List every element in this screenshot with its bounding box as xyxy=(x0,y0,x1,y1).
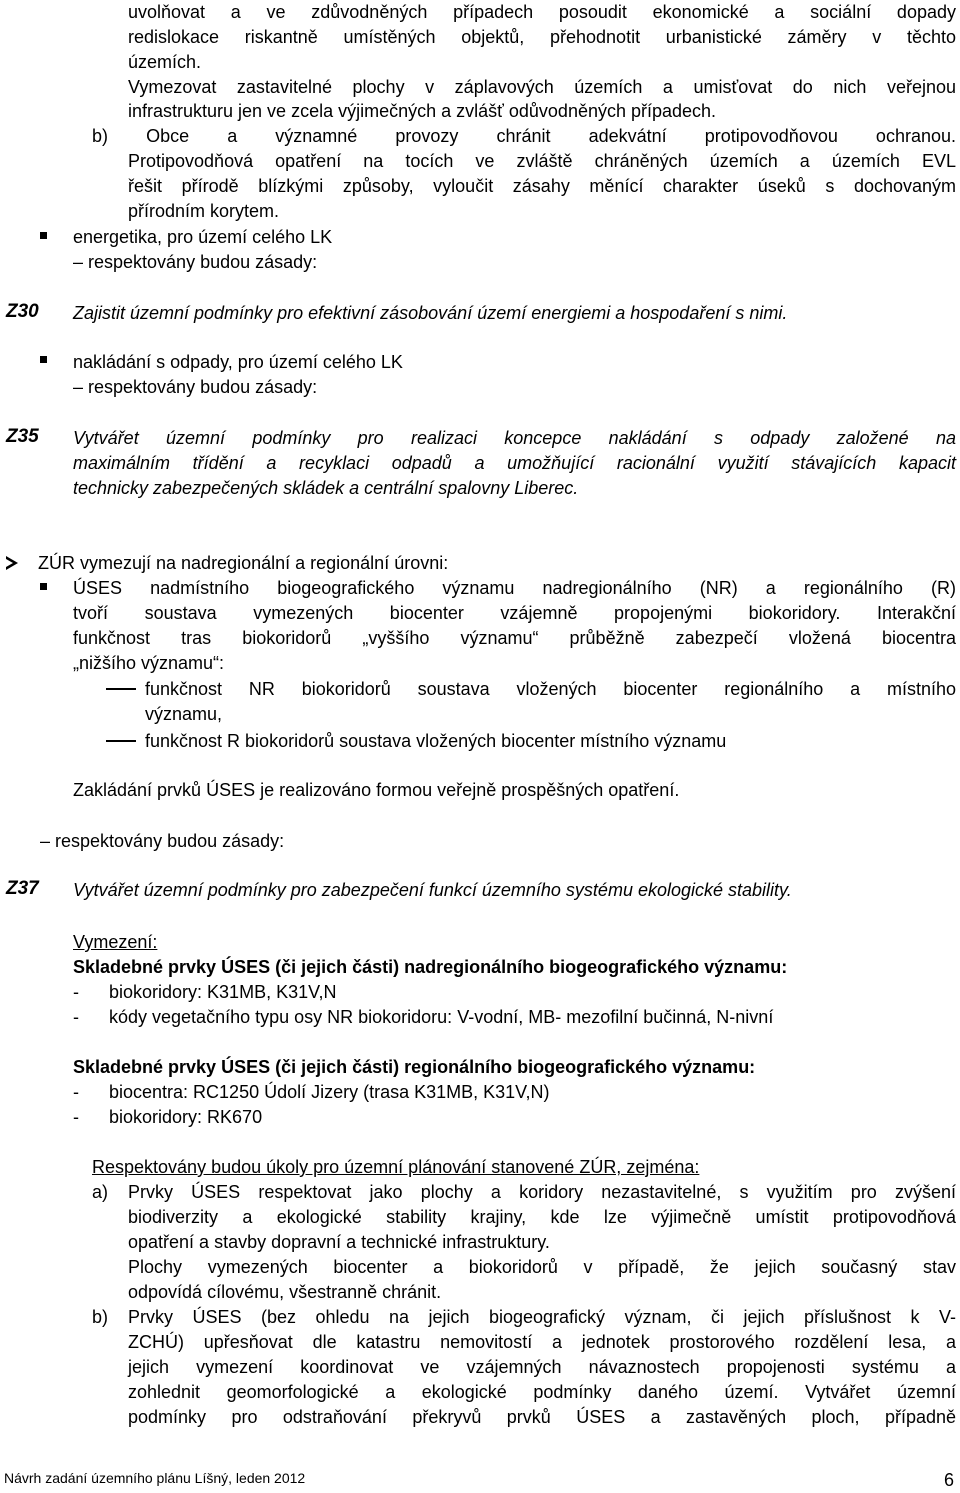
square-bullet-icon xyxy=(40,583,47,590)
square-bullet-icon xyxy=(40,232,47,239)
list-item: biokoridory: RK670 xyxy=(109,1107,263,1127)
list-item: biokoridory: K31MB, K31V,N xyxy=(109,982,337,1002)
item-line: odpovídá cílovému, všestranně chránit. xyxy=(128,1282,442,1302)
item-line: Prvky ÚSES (bez ohledu na jejich biogeografický význam, či jejich příslušnost k V- xyxy=(128,1307,956,1327)
item-line: podmínky pro odstraňování překryvů prvků ÚSES a zastavěných ploch, případně xyxy=(128,1407,956,1427)
zur-heading: ZÚR vymezují na nadregionální a regionální úrovni: xyxy=(38,553,449,573)
section-subtitle: – respektovány budou zásady: xyxy=(73,252,318,272)
r-heading: Skladebné prvky ÚSES (či jejich části) regionálního biogeografického významu: xyxy=(73,1057,756,1077)
item-line: ZCHÚ) upřesňovat dle katastru nemovitostí a jednotek prostorového rozdělení lesa, a xyxy=(128,1332,956,1352)
section-title: nakládání s odpady, pro území celého LK xyxy=(73,352,403,372)
item-line: zohlednit geomorfologické a ekologické podmínky daného území. Vytvářet územní xyxy=(128,1382,956,1402)
page-footer: Návrh zadání územního plánu Líšný, leden 2012 xyxy=(4,1470,306,1486)
dash-bullet-icon xyxy=(106,688,136,690)
item-line: Plochy vymezených biocenter a biokoridorů v případě, že jejich současný stav xyxy=(128,1257,956,1277)
z-label: Z35 xyxy=(6,426,39,447)
dash-mark: - xyxy=(73,982,79,1002)
z-label: Z37 xyxy=(6,878,39,899)
dash-item-line: funkčnost NR biokoridorů soustava vložených biocenter regionálního a místního xyxy=(145,679,956,699)
section-subtitle: – respektovány budou zásady: xyxy=(73,377,318,397)
dash-mark: - xyxy=(73,1107,79,1127)
z-text: Vytvářet územní podmínky pro zabezpečení funkcí územního systému ekologické stability. xyxy=(73,880,792,900)
text-line: přírodním korytem. xyxy=(128,201,280,221)
uses-line: tvoří soustava vymezených biocenter vzájemně propojenými biokoridory. Interakční xyxy=(73,603,956,623)
text-line: redislokace riskantně umístěných objektů, přehodnotit urbanistické záměry v těchto xyxy=(128,27,956,47)
uses-line: ÚSES nadmístního biogeografického významu nadregionálního (NR) a regionálního (R) xyxy=(73,578,956,598)
list-item: kódy vegetačního typu osy NR biokoridoru: V-vodní, MB- mezofilní bučinná, N-nivní xyxy=(109,1007,774,1027)
text-line: b) Obce a významné provozy chránit adekvátní protipovodňovou ochranou. xyxy=(92,126,956,146)
z-text: Zajistit územní podmínky pro efektivní zásobování území energiemi a hospodaření s nimi. xyxy=(73,303,788,323)
section-subtitle: – respektovány budou zásady: xyxy=(40,831,285,851)
text-line: Vymezovat zastavitelné plochy v záplavových územích a umisťovat do nich veřejnou xyxy=(128,77,956,97)
item-line: Prvky ÚSES respektovat jako plochy a koridory nezastavitelné, s využitím pro zvýšení xyxy=(128,1182,956,1202)
dash-bullet-icon xyxy=(106,740,136,742)
uses-line: funkčnost tras biokoridorů „vyššího významu“ průběžně zabezpečí vložená biocentra xyxy=(73,628,956,648)
item-line: jejich vymezení koordinovat ve vzájemných návaznostech propojenosti systému a xyxy=(128,1357,956,1377)
dash-mark: - xyxy=(73,1007,79,1027)
z-text-line: technicky zabezpečených skládek a centrální spalovny Liberec. xyxy=(73,478,579,498)
dash-item-line: funkčnost R biokoridorů soustava vložených biocenter místního významu xyxy=(145,731,727,751)
list-item: biocentra: RC1250 Údolí Jizery (trasa K31MB, K31V,N) xyxy=(109,1082,550,1102)
item-label: a) xyxy=(92,1182,109,1202)
text-line: Protipovodňová opatření na tocích ve zvláště chráněných územích a územích EVL xyxy=(128,151,956,171)
arrow-bullet-icon xyxy=(6,556,18,570)
z-text-line: Vytvářet územní podmínky pro realizaci koncepce nakládání s odpady založené na xyxy=(73,428,956,448)
zakladani-text: Zakládání prvků ÚSES je realizováno formou veřejně prospěšných opatření. xyxy=(73,780,680,800)
vymezeni-label: Vymezení: xyxy=(73,932,158,952)
item-line: opatření a stavby dopravní a technické infrastruktury. xyxy=(128,1232,550,1252)
page-number: 6 xyxy=(944,1470,955,1490)
text-line: řešit přírodě blízkými způsoby, vyloučit zásahy měnící charakter úseků s dochovaným xyxy=(128,176,956,196)
ukoly-heading: Respektovány budou úkoly pro územní plánování stanovené ZÚR, zejména: xyxy=(92,1157,700,1177)
uses-line: „nižšího významu“: xyxy=(73,653,225,673)
z-label: Z30 xyxy=(6,301,39,322)
item-line: biodiverzity a ekologické stability krajiny, kde lze výjimečně umístit protipovodňová xyxy=(128,1207,956,1227)
dash-item-line: významu, xyxy=(145,704,223,724)
text-line: infrastrukturu jen ve zcela výjimečných a zvlášť odůvodněných případech. xyxy=(128,101,717,121)
text-line: územích. xyxy=(128,52,202,72)
section-title: energetika, pro území celého LK xyxy=(73,227,333,247)
square-bullet-icon xyxy=(40,356,47,363)
z-text-line: maximálním třídění a recyklaci odpadů a umožňující racionální využití stávajících kapacit xyxy=(73,453,956,473)
nr-heading: Skladebné prvky ÚSES (či jejich části) nadregionálního biogeografického významu: xyxy=(73,957,788,977)
text-line: uvolňovat a ve zdůvodněných případech posoudit ekonomické a sociální dopady xyxy=(128,2,956,22)
dash-mark: - xyxy=(73,1082,79,1102)
item-label: b) xyxy=(92,1307,109,1327)
